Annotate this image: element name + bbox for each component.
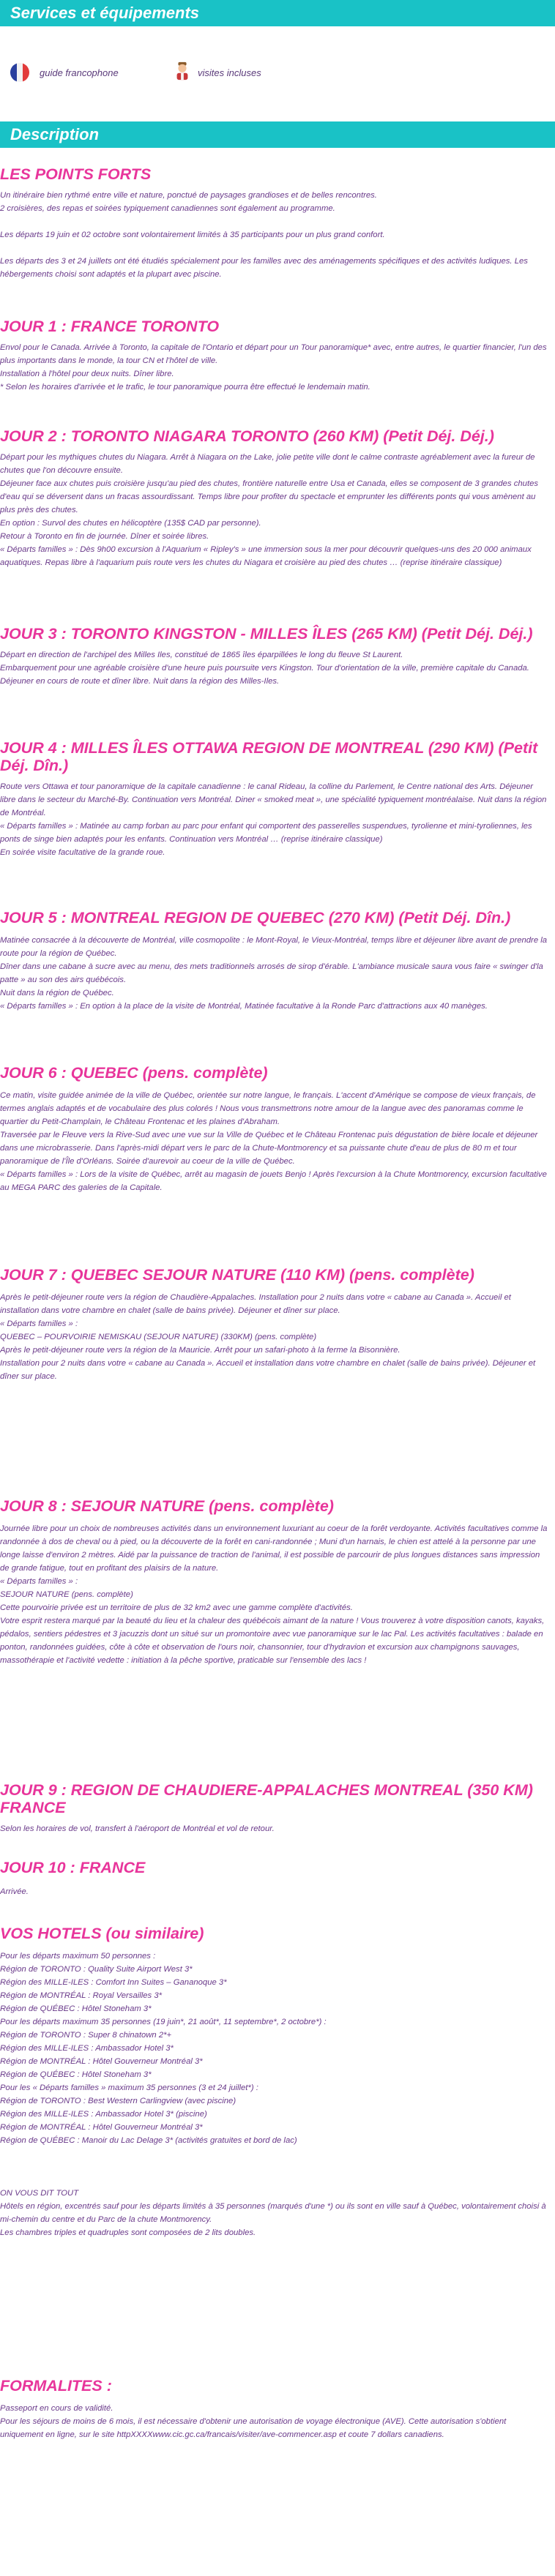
section-heading: FORMALITES : [0, 2377, 112, 2395]
section-text: Passeport en cours de validité. Pour les séjours de moins de 6 mois, il est nécessaire d'obtenir une autorisation de voyage électronique (AVE). Cette autorisation s'obtient uniquement en ligne, sur le site httpXXXXwww.cic.gc.ca/francais/visiter/ave-commencer.asp et coute 7 dollars canadiens. [0, 2404, 507, 2439]
section-text: Arrivée. [0, 1887, 29, 1896]
french-flag-icon [10, 63, 29, 82]
service-label-guide: guide francophone [40, 67, 119, 78]
section-text: Ce matin, visite guidée animée de la ville de Québec, orientée sur notre langue, le français. L'accent d'Amérique se compose de vieux français, de termes anglais adaptés et de vocabulaire des plus colorés ! Nous vous transmettrons notre amour de la langue avec des panoramas comme le quartier du Petit-Champlain, le Château Frontenac et les plaines d'Abraham. Traversée par le Fleuve vers la Rive-Sud avec une vue sur la Ville de Québec et le Château Frontenac puis dégustation de bière locale et déjeuner dans une microbrasserie. Dans l'après-midi départ vers le parc de la Chute-Montmorency et sa puissante chute d'eau de plus de 80 m et tour panoramique de l'Île d'Orléans. Soirée d'aurevoir au coeur de la ville de Québec. « Départs familles » : Lors de la visite de Québec, arrêt au magasin de jouets Benjo ! Après l'excursion à la Chute Montmorency, excursion facultative au MEGA PARC des galeries de la Capitale. [0, 1091, 547, 1192]
description-body [0, 148, 555, 2576]
description-title: Description [10, 125, 100, 143]
section-heading: JOUR 1 : FRANCE TORONTO [0, 318, 220, 335]
section-heading: JOUR 3 : TORONTO KINGSTON - MILLES ÎLES (265 KM) (Petit Déj. Déj.) [0, 625, 533, 643]
description-band [0, 121, 555, 148]
service-item-guide [10, 67, 119, 78]
section-text: Selon les horaires de vol, transfert à l'aéroport de Montréal et vol de retour. [0, 1824, 275, 1833]
section-heading: JOUR 8 : SEJOUR NATURE (pens. complète) [0, 1497, 334, 1515]
services-list [0, 26, 555, 98]
section-text: Envol pour le Canada. Arrivée à Toronto, la capitale de l'Ontario et départ pour un Tour panoramique* avec, entre autres, le quartier financier, l'un des plus importants dans le monde, la tour CN et l'hôtel de ville. Installation à l'hôtel pour deux nuits. Dîner libre. * Selon les horaires d'arrivée et le trafic, le tour panoramique pourra être effectué le lendemain matin. [0, 343, 547, 392]
section-text: Pour les départs maximum 50 personnes : Région de TORONTO : Quality Suite Airport West 3* Région des MILLE-ILES : Comfort Inn Suites – Gananoque 3* Région de MONTRÉAL : Royal Versailles 3* Région de QUÉBEC : Hôtel Stoneham 3* Pour les départs maximum 35 personnes (19 juin*, 21 août*, 11 septembre*, 2 octobre*) : Région de TORONTO : Super 8 chinatown 2*+ Région des MILLE-ILES : Ambassador Hotel 3* Région de MONTRÉAL : Hôtel Gouverneur Montréal 3* Région de QUÉBEC : Hôtel Stoneham 3* Pour les « Départs familles » maximum 35 personnes (3 et 24 juillet*) : Région de TORONTO : Best Western Carlingview (avec piscine) Région des MILLE-ILES : Ambassador Hotel 3* (piscine) Région de MONTRÉAL : Hôtel Gouverneur Montréal 3* Région de QUÉBEC : Manoir du Lac Delage 3* (activités gratuites et bord de lac) ON VOUS DIT TOUT Hôtels en région, excentrés sauf pour les départs limités à 35 personnes (marqués d'une *) ou ils sont en ville sauf à Québec, volontairement choisi à mi-chemin du centre et du Parc de la chute Montmorency. Les chambres triples et quadruples sont composées de 2 lits doubles. [0, 1952, 546, 2237]
section-heading: VOS HOTELS (ou similaire) [0, 1925, 204, 1942]
section-heading: JOUR 6 : QUEBEC (pens. complète) [0, 1064, 268, 1082]
section-heading: JOUR 7 : QUEBEC SEJOUR NATURE (110 KM) (pens. complète) [0, 1266, 474, 1284]
section-text: Matinée consacrée à la découverte de Montréal, ville cosmopolite : le Mont-Royal, le Vieux-Montréal, temps libre et déjeuner libre avant de prendre la route pour la région de Québec. Dîner dans une cabane à sucre avec au menu, des mets traditionnels arrosés de sirop d'érable. L'ambiance musicale saura vous faire « swinger d'la patte » au son des airs québécois. Nuit dans la région de Québec. « Départs familles » : En option à la place de la visite de Montréal, Matinée facultative à la Ronde Parc d'attractions aux 40 manèges. [0, 936, 548, 1011]
service-label-visits: visites incluses [198, 67, 261, 78]
section-text: Journée libre pour un choix de nombreuses activités dans un environnement luxuriant au coeur de la forêt verdoyante. Activités facultatives comme la randonnée à dos de cheval ou à pied, ou la découverte de la forêt en cani-randonnée ; Muni d'un harnais, le chien est attelé à la personne par une longe laisse d'environ 2 mètres. Aidé par la puissance de traction de l'animal, il est possible de parcourir de plus longues distances sans impression de grande fatigue, tout en profitant des plaisirs de la nature. « Départs familles » : SEJOUR NATURE (pens. complète) Cette pourvoirie privée est un territoire de plus de 32 km2 avec une gamme complète d'activités. Votre esprit restera marqué par la beauté du lieu et la chaleur des québécois aimant de la nature ! Vous trouverez à votre disposition canots, kayaks, pédalos, sentiers pédestres et 3 jacuzzis dont un situé sur un promontoire avec vue panoramique sur le lac Pal. Les activités facultatives : balade en ponton, randonnées guidées, côte à côte et observation de l'ours noir, chansonnier, tour d'hydravion et excursion aux champignons sauvages, massothérapie et l'activité vedette : initiation à la pêche sportive, praticable sur l'ensemble des lacs ! [0, 1524, 548, 1665]
section-text: Après le petit-déjeuner route vers la région de Chaudière-Appalaches. Installation pour 2 nuits dans votre « cabane au Canada ». Accueil et installation dans votre chambre en chalet (salle de bains privée). Déjeuner et dîner sur place. « Départs familles » : QUEBEC – POURVOIRIE NEMISKAU (SEJOUR NATURE) (330KM) (pens. complète) Après le petit-déjeuner route vers la région de la Mauricie. Arrêt pour un safari-photo à la ferme la Bisonnière. Installation pour 2 nuits dans votre « cabane au Canada ». Accueil et installation dans votre chambre en chalet (salle de bains privée). Déjeuner et dîner sur place. [0, 1293, 536, 1381]
section-text: Route vers Ottawa et tour panoramique de la capitale canadienne : le canal Rideau, la colline du Parlement, le Centre national des Arts. Déjeuner libre dans le secteur du Marché-By. Continuation vers Montréal. Diner « smoked meat », une spécialité typiquement montréalaise. Nuit dans la région de Montréal. « Départs familles » : Matinée au camp forban au parc pour enfant qui comportent des passerelles suspendues, tyrolienne et mini-tyroliennes, les ponts de singe bien adaptés pour les enfants. Continuation vers Montréal … (reprise itinéraire classique) En soirée visite facultative de la grande roue. [0, 782, 547, 857]
services-band [0, 0, 555, 26]
section-text: Départ en direction de l'archipel des Milles Iles, constitué de 1865 îles éparpillées le long du fleuve St Laurent. Embarquement pour une agréable croisière d'une heure puis poursuite vers Kingston. Tour d'orientation de la ville, première capitale du Canada. Déjeuner en cours de route et dîner libre. Nuit dans la région des Milles-Iles. [0, 651, 529, 686]
section-text: Un itinéraire bien rythmé entre ville et nature, ponctué de paysages grandioses et de belles rencontres. 2 croisières, des repas et soirées typiquement canadiennes sont également au programme. Les départs 19 juin et 02 octobre sont volontairement limités à 35 participants pour un plus grand confort. Les départs des 3 et 24 juillets ont été étudiés spécialement pour les familles avec des aménagements spécifiques et des activités ludiques. Les hébergements choisi sont adaptés et la plupart avec piscine. [0, 191, 528, 279]
section-text: Départ pour les mythiques chutes du Niagara. Arrêt à Niagara on the Lake, jolie petite ville dont le calme contraste agréablement avec la fureur de chutes que l'on découvre ensuite. Déjeuner face aux chutes puis croisière jusqu'au pied des chutes, frontière naturelle entre Usa et Canada, elles se composent de 3 grandes chutes d'eau qui se déversent dans un fracas assourdissant. Temps libre pour profiter du spectacle et emprunter les différents ponts qui vous amènent au plus près des chutes. En option : Survol des chutes en hélicoptère (135$ CAD par personne). Retour à Toronto en fin de journée. Dîner et soirée libres. « Départs familles » : Dès 9h00 excursion à l'Aquarium « Ripley's » une immersion sous la mer pour découvrir quelques-uns des 20 000 animaux aquatiques. Repas libre à l'aquarium puis route vers les chutes du Niagara et croisière au pied des chutes … (reprise itinéraire classique) [0, 453, 539, 567]
section-heading: JOUR 4 : MILLES ÎLES OTTAWA REGION DE MONTREAL (290 KM) (Petit Déj. Dîn.) [0, 739, 538, 774]
section-heading: JOUR 9 : REGION DE CHAUDIERE-APPALACHES MONTREAL (350 KM) FRANCE [0, 1781, 533, 1816]
section-heading: LES POINTS FORTS [0, 165, 152, 183]
service-item-visits [173, 67, 261, 78]
services-title: Services et équipements [10, 4, 200, 22]
section-heading: JOUR 10 : FRANCE [0, 1859, 146, 1876]
section-heading: JOUR 5 : MONTREAL REGION DE QUEBEC (270 KM) (Petit Déj. Dîn.) [0, 909, 511, 926]
section-heading: JOUR 2 : TORONTO NIAGARA TORONTO (260 KM) (Petit Déj. Déj.) [0, 427, 494, 445]
guide-person-icon [173, 61, 192, 80]
